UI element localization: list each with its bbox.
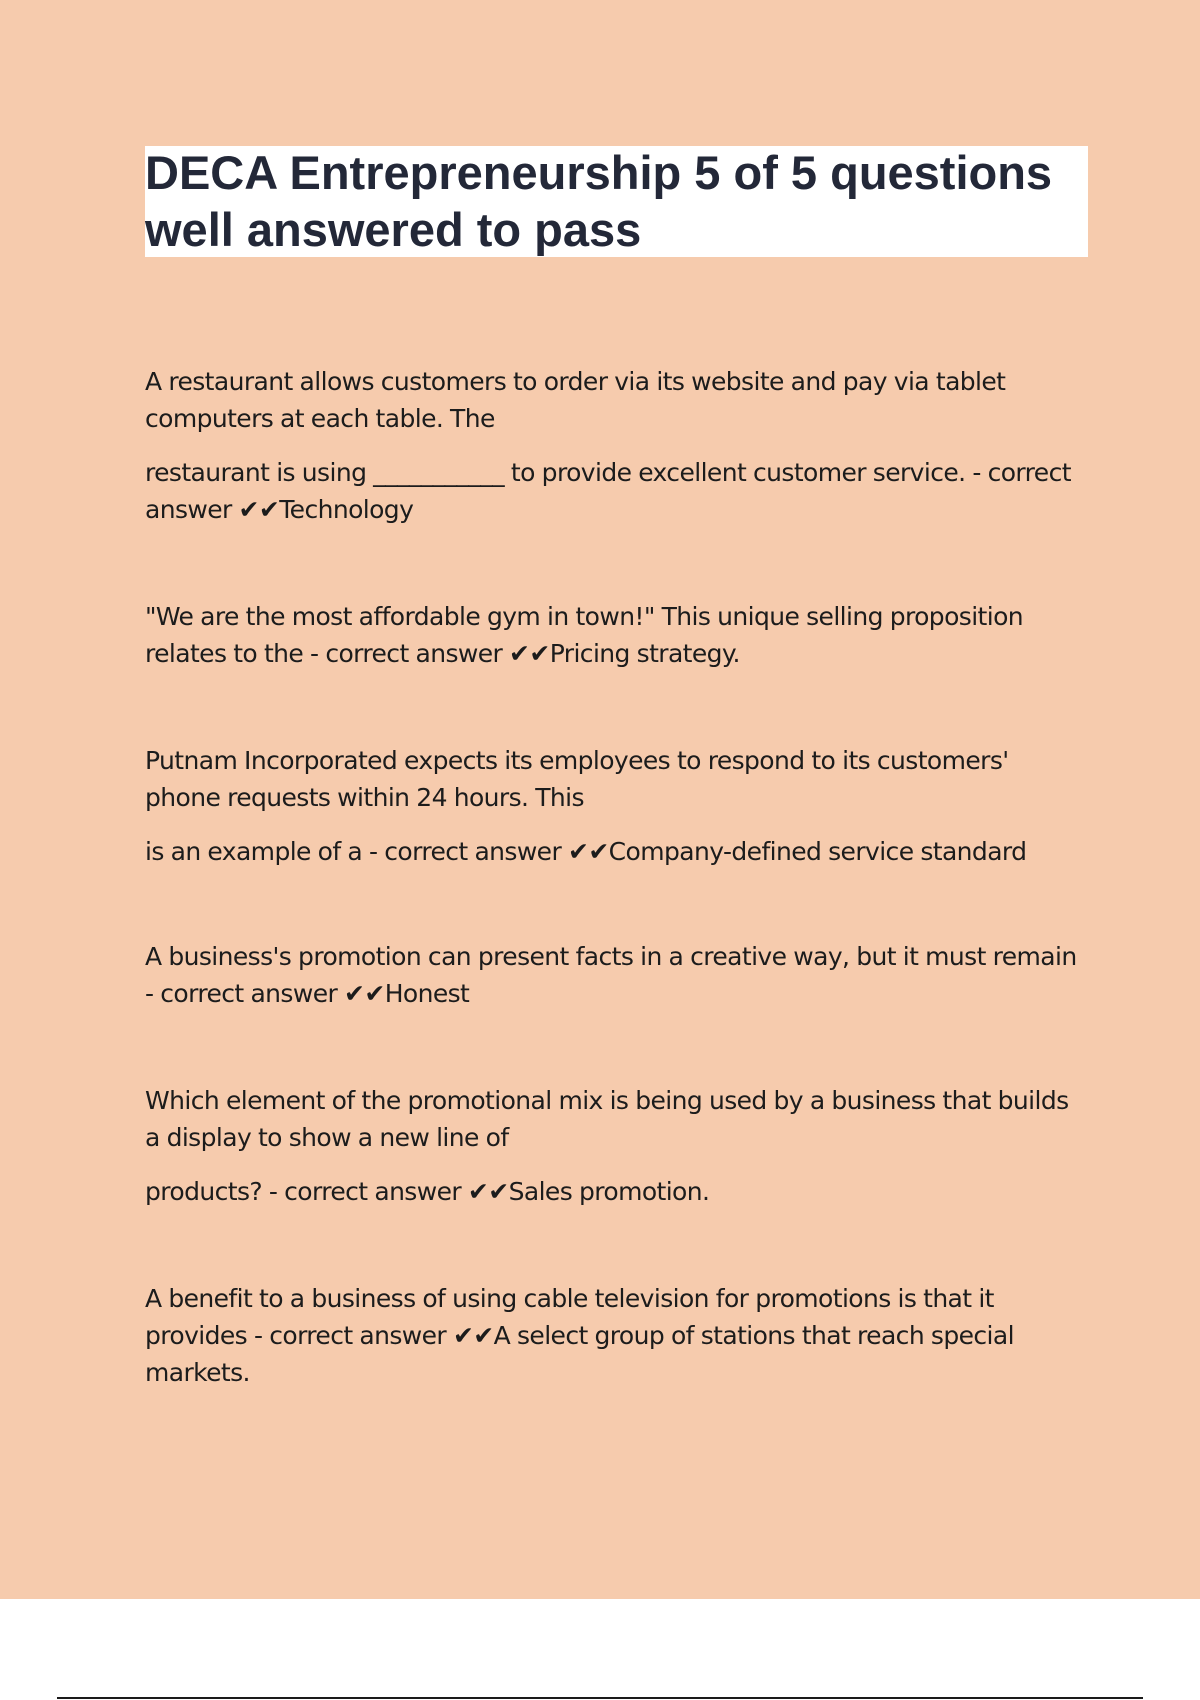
answer-paragraph: products? - correct answer ✔✔Sales promotion.	[145, 1177, 710, 1206]
document-body	[145, 363, 1090, 1391]
question-block-4	[145, 938, 1090, 1012]
footer-divider	[57, 1697, 1143, 1699]
question-paragraph: Which element of the promotional mix is being used by a business that builds a display to show a new line of	[145, 1086, 1069, 1152]
question-block-2	[145, 598, 1090, 672]
question-block-3	[145, 742, 1090, 870]
question-answer-paragraph: A benefit to a business of using cable television for promotions is that it provides - correct answer ✔✔A select group of stations that reach special markets.	[145, 1284, 1014, 1387]
question-block-5	[145, 1082, 1090, 1210]
question-block-6	[145, 1280, 1090, 1391]
spacer	[145, 672, 1090, 742]
spacer	[145, 1210, 1090, 1280]
question-answer-paragraph: "We are the most affordable gym in town!" This unique selling proposition relates to the - correct answer ✔✔Pricing strategy.	[145, 602, 1024, 668]
question-paragraph: Putnam Incorporated expects its employees to respond to its customers' phone requests within 24 hours. This	[145, 746, 1009, 812]
spacer	[145, 870, 1090, 938]
document-title: DECA Entrepreneurship 5 of 5 questions well answered to pass	[145, 146, 1053, 256]
answer-paragraph: is an example of a - correct answer ✔✔Company-defined service standard	[145, 837, 1027, 866]
title-box	[145, 146, 1088, 257]
question-answer-paragraph: A business's promotion can present facts in a creative way, but it must remain - correct answer ✔✔Honest	[145, 942, 1077, 1008]
question-block-1	[145, 363, 1090, 528]
spacer	[145, 1012, 1090, 1082]
spacer	[145, 528, 1090, 598]
question-paragraph: A restaurant allows customers to order via its website and pay via tablet computers at each table. The	[145, 367, 1006, 433]
answer-paragraph: restaurant is using ___________ to provide excellent customer service. - correct answer ✔✔Technology	[145, 458, 1071, 524]
